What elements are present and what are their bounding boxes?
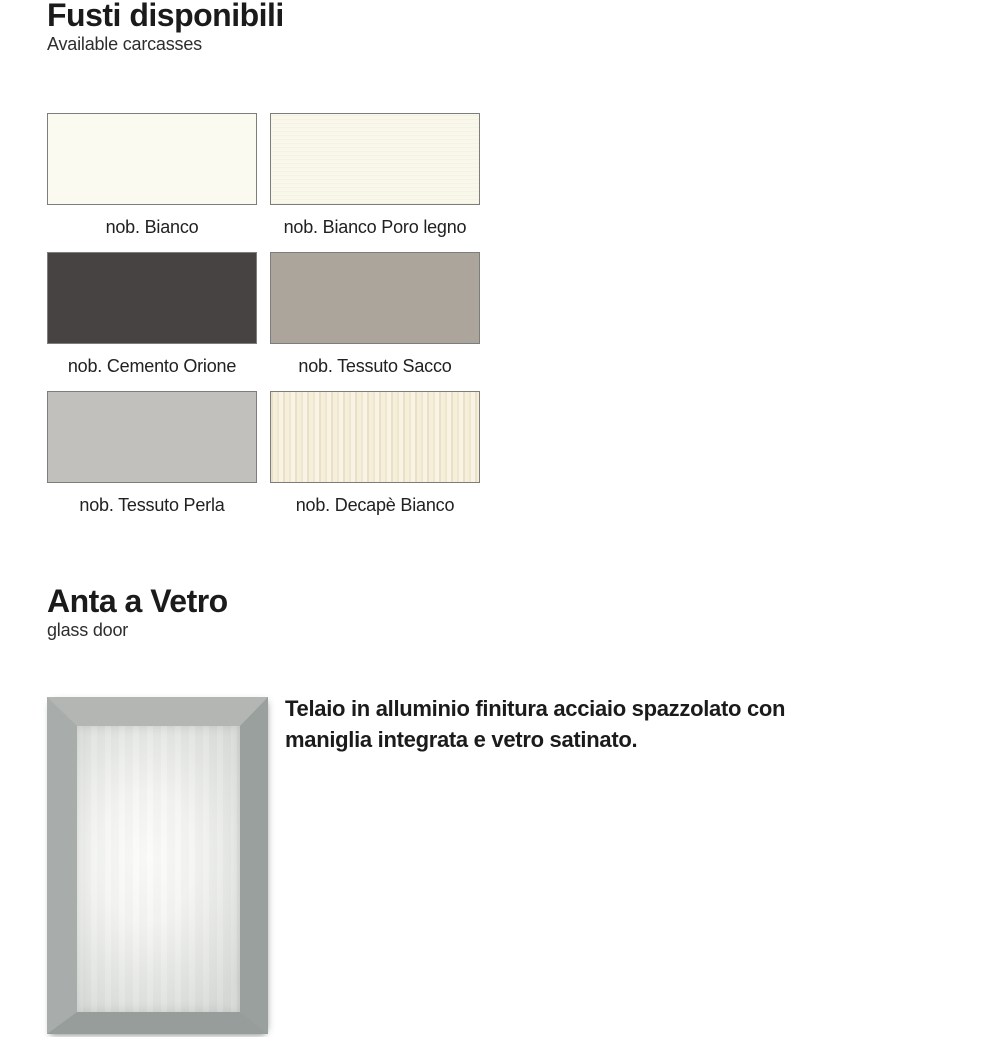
swatch-cell-tessuto-sacco xyxy=(270,252,480,377)
swatch-cell-bianco-poro-legno xyxy=(270,113,480,238)
glass-door-description xyxy=(285,693,905,755)
carcass-swatch-grid xyxy=(47,113,480,516)
swatch-cell-decape-bianco xyxy=(270,391,480,516)
swatch-label-tessuto-perla: nob. Tessuto Perla xyxy=(79,495,225,515)
glass-door-description-line-1: Telaio in alluminio finitura acciaio spazzolato con xyxy=(285,696,786,721)
fusti-subtitle: Available carcasses xyxy=(47,34,202,54)
glass-door-photo xyxy=(47,697,268,1034)
glass-door-description-line-2: maniglia integrata e vetro satinato. xyxy=(285,727,638,752)
swatch-label-decape-bianco: nob. Decapè Bianco xyxy=(295,495,455,515)
swatch-bianco xyxy=(47,113,257,205)
swatch-label-bianco: nob. Bianco xyxy=(105,217,199,237)
fusti-section-header xyxy=(47,0,284,55)
swatch-decape-bianco xyxy=(270,391,480,483)
swatch-label-bianco-poro-legno: nob. Bianco Poro legno xyxy=(283,217,467,237)
swatch-label-tessuto-sacco: nob. Tessuto Sacco xyxy=(298,356,452,376)
swatch-label-cemento-orione: nob. Cemento Orione xyxy=(67,356,237,376)
swatch-tessuto-perla xyxy=(47,391,257,483)
anta-title: Anta a Vetro xyxy=(47,583,228,619)
swatch-cell-bianco xyxy=(47,113,257,238)
swatch-cell-cemento-orione xyxy=(47,252,257,377)
anta-section-header xyxy=(47,583,228,641)
swatch-tessuto-sacco xyxy=(270,252,480,344)
anta-subtitle: glass door xyxy=(47,620,129,640)
fusti-title: Fusti disponibili xyxy=(47,0,284,33)
swatch-bianco-poro-legno xyxy=(270,113,480,205)
swatch-cell-tessuto-perla xyxy=(47,391,257,516)
swatch-cemento-orione xyxy=(47,252,257,344)
